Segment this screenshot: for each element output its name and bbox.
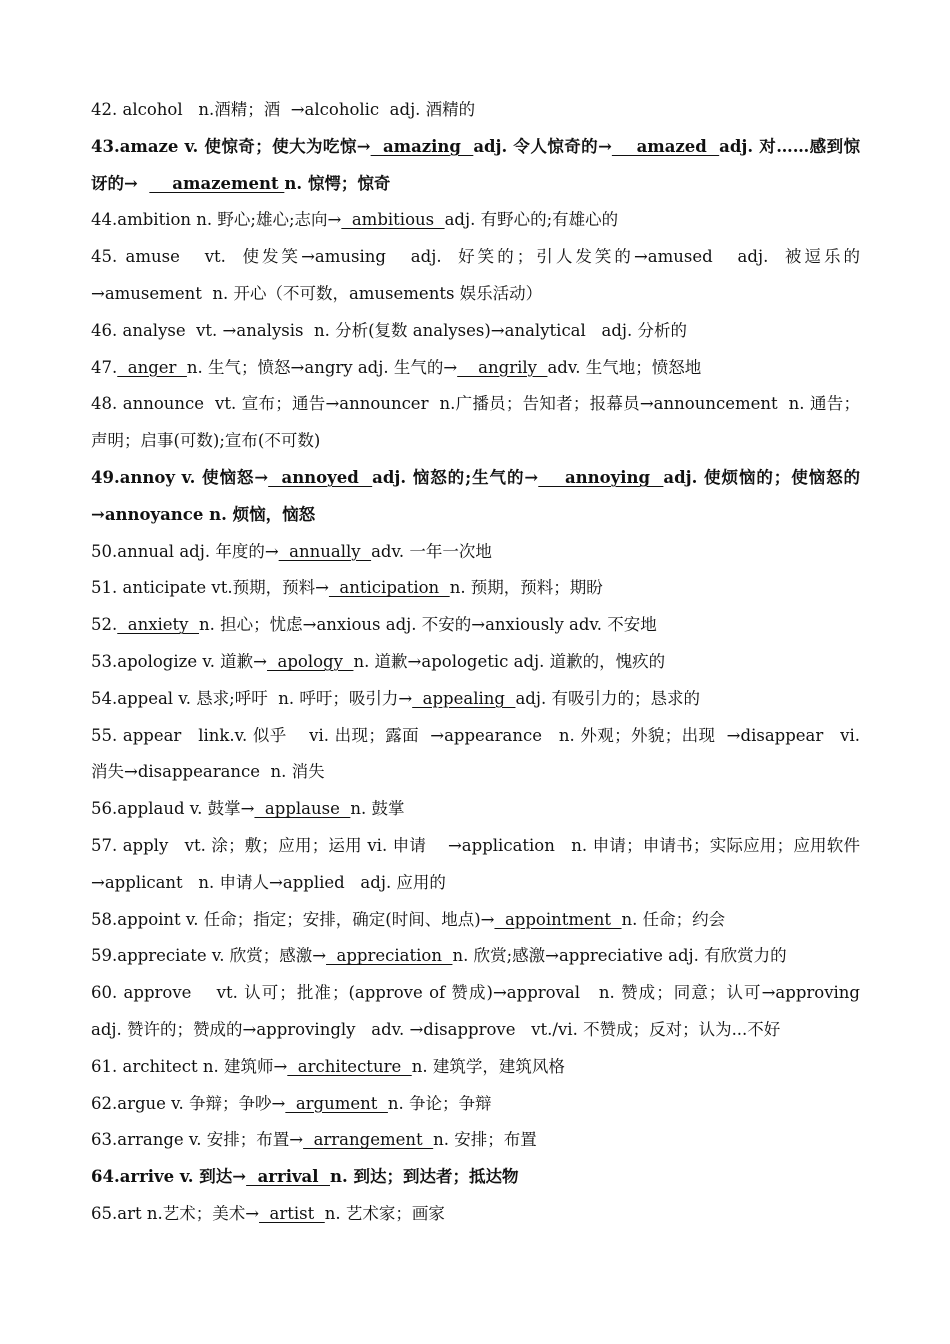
entry-text: adj. 令人惊奇的→ (473, 136, 612, 156)
answer-blank-word: appreciation (326, 946, 453, 966)
answer-blank-word: anxiety (117, 615, 199, 635)
vocabulary-entry (91, 460, 860, 534)
entry-text: adj. 恼怒的;生气的→ (372, 467, 539, 487)
vocabulary-entry (91, 386, 860, 460)
entry-text: 47. (91, 357, 118, 377)
entry-text: 55. appear link.v. 似乎 vi. 出现；露面 →appearance n. 外观；外貌；出现 →disappear vi. 消失→disappearance n. 消失 (91, 725, 866, 782)
entry-text: 58.appoint v. 任命；指定；安排，确定(时间、地点)→ (91, 909, 495, 929)
entry-text: adj. 有野心的;有雄心的 (444, 210, 619, 230)
entry-text: 64.arrive v. 到达→ (91, 1167, 247, 1187)
vocabulary-entry (91, 938, 860, 975)
vocabulary-entry (91, 718, 866, 792)
entry-text: n. 惊愕；惊奇 (284, 173, 391, 193)
entry-text: 49.annoy v. 使恼怒→ (91, 467, 269, 487)
vocabulary-entry (91, 313, 860, 350)
entry-text: 65.art n.艺术；美术→ (91, 1203, 260, 1223)
answer-blank-word: appealing (412, 688, 516, 708)
vocabulary-entry (91, 791, 860, 828)
entry-text: 45. amuse vt. 使发笑→amusing adj. 好笑的；引人发笑的→amused adj. 被逗乐的→amusement n. 开心（不可数，amusements 娱乐活动） (91, 247, 860, 303)
entry-text: n. 道歉→apologetic adj. 道歉的，愧疚的 (353, 651, 666, 671)
vocabulary-entry (91, 1086, 860, 1123)
entry-text: 56.applaud v. 鼓掌→ (91, 799, 255, 819)
vocabulary-entry (91, 239, 860, 313)
answer-blank-word: artist (259, 1203, 325, 1223)
vocabulary-entry (91, 828, 871, 902)
vocabulary-entry (91, 1122, 860, 1159)
entry-text: n. 欣赏;感激→appreciative adj. 有欣赏力的 (452, 946, 787, 966)
entry-text: 46. analyse vt. →analysis n. 分析(复数 analyses)→analytical adj. 分析的 (91, 320, 688, 340)
vocabulary-entry (91, 681, 860, 718)
entry-text: 57. apply vt. 涂；敷；应用；运用 vi. 申请 →application n. 申请；申请书；实际应用；应用软件 →applicant n. 申请人→applied adj. 应用的 (91, 835, 871, 892)
entry-text: n. 任命；约会 (621, 909, 726, 929)
entry-text: adv. 生气地；愤怒地 (547, 357, 702, 377)
entry-text: n. 安排；布置 (433, 1130, 537, 1150)
answer-blank-word: arrival (246, 1167, 330, 1187)
entry-text: 60. approve vt. 认可；批准；(approve of 赞成)→approval n. 赞成；同意；认可→approving adj. 赞许的；赞成的→approvingly adv. →disapprove vt./vi. 不赞成；反对；认为...不好 (91, 983, 866, 1039)
vocabulary-entry (91, 1196, 860, 1233)
vocabulary-entry (91, 534, 860, 571)
vocabulary-entry (91, 570, 860, 607)
vocabulary-entry (91, 202, 860, 239)
entry-text: 50.annual adj. 年度的→ (91, 541, 279, 561)
entry-text: 62.argue v. 争辩；争吵→ (91, 1093, 286, 1113)
entry-text: 51. anticipate vt.预期，预料→ (91, 578, 329, 598)
entry-text: n. 建筑学，建筑风格 (411, 1056, 565, 1076)
entry-text: n. 生气；愤怒→angry adj. 生气的→ (186, 357, 458, 377)
entry-text: n. 鼓掌 (350, 799, 405, 819)
answer-blank-word: annoying (538, 467, 664, 487)
answer-blank-word: amazement (149, 173, 285, 193)
vocabulary-entry (91, 607, 860, 644)
answer-blank-word: annually (278, 541, 372, 561)
vocabulary-entry (91, 1159, 860, 1196)
entry-text: adj. 对……感到惊讶的→ (91, 136, 860, 193)
answer-blank-word: applause (254, 799, 351, 819)
entry-text: 42. alcohol n.酒精；酒 →alcoholic adj. 酒精的 (91, 100, 476, 119)
answer-blank-word: anger (117, 357, 187, 377)
entry-text: 54.appeal v. 恳求;呼吁 n. 呼吁；吸引力→ (91, 688, 413, 708)
entry-text: 52. (91, 615, 118, 635)
vocabulary-entry (91, 350, 860, 387)
answer-blank-word: appointment (494, 909, 622, 929)
entry-text: n. 到达；到达者；抵达物 (330, 1167, 519, 1187)
entry-text: adv. 一年一次地 (371, 541, 492, 561)
vocabulary-page (91, 92, 871, 1233)
entry-text: 43.amaze v. 使惊奇；使大为吃惊→ (91, 136, 371, 156)
vocabulary-entry (91, 644, 860, 681)
entry-text: 53.apologize v. 道歉→ (91, 651, 268, 671)
entry-text: adj. 有吸引力的；恳求的 (515, 688, 700, 708)
entry-text: 48. announce vt. 宣布；通告→announcer n.广播员；告知者；报幕员→announcement n. 通告；声明；启事(可数);宣布(不可数) (91, 394, 860, 451)
answer-blank-word: apology (267, 651, 354, 671)
entry-text: n. 担心；忧虑→anxious adj. 不安的→anxiously adv. 不安地 (199, 615, 657, 635)
entry-text: 44.ambition n. 野心;雄心;志向→ (91, 210, 342, 230)
vocabulary-entry (91, 902, 860, 939)
answer-blank-word: amazing (370, 136, 474, 156)
entry-text: adj. 使烦恼的；使恼怒的→annoyance n. 烦恼，恼怒 (91, 467, 860, 524)
entry-text: 63.arrange v. 安排；布置→ (91, 1130, 304, 1150)
vocabulary-entry (91, 129, 860, 203)
vocabulary-entry (91, 92, 860, 129)
entry-text: n. 艺术家；画家 (324, 1203, 445, 1223)
answer-blank-word: angrily (457, 357, 548, 377)
vocabulary-entry (91, 1049, 860, 1086)
entry-text: 59.appreciate v. 欣赏；感激→ (91, 946, 327, 966)
answer-blank-word: arrangement (303, 1130, 434, 1150)
answer-blank-word: argument (285, 1093, 388, 1113)
answer-blank-word: annoyed (268, 467, 373, 487)
entry-text: 61. architect n. 建筑师→ (91, 1056, 288, 1076)
answer-blank-word: amazed (611, 136, 720, 156)
entry-text: n. 争论；争辩 (387, 1093, 492, 1113)
answer-blank-word: ambitious (341, 210, 445, 230)
entry-text: n. 预期，预料；期盼 (449, 578, 603, 598)
vocabulary-entry (91, 975, 866, 1049)
answer-blank-word: architecture (287, 1056, 412, 1076)
answer-blank-word: anticipation (328, 578, 450, 598)
